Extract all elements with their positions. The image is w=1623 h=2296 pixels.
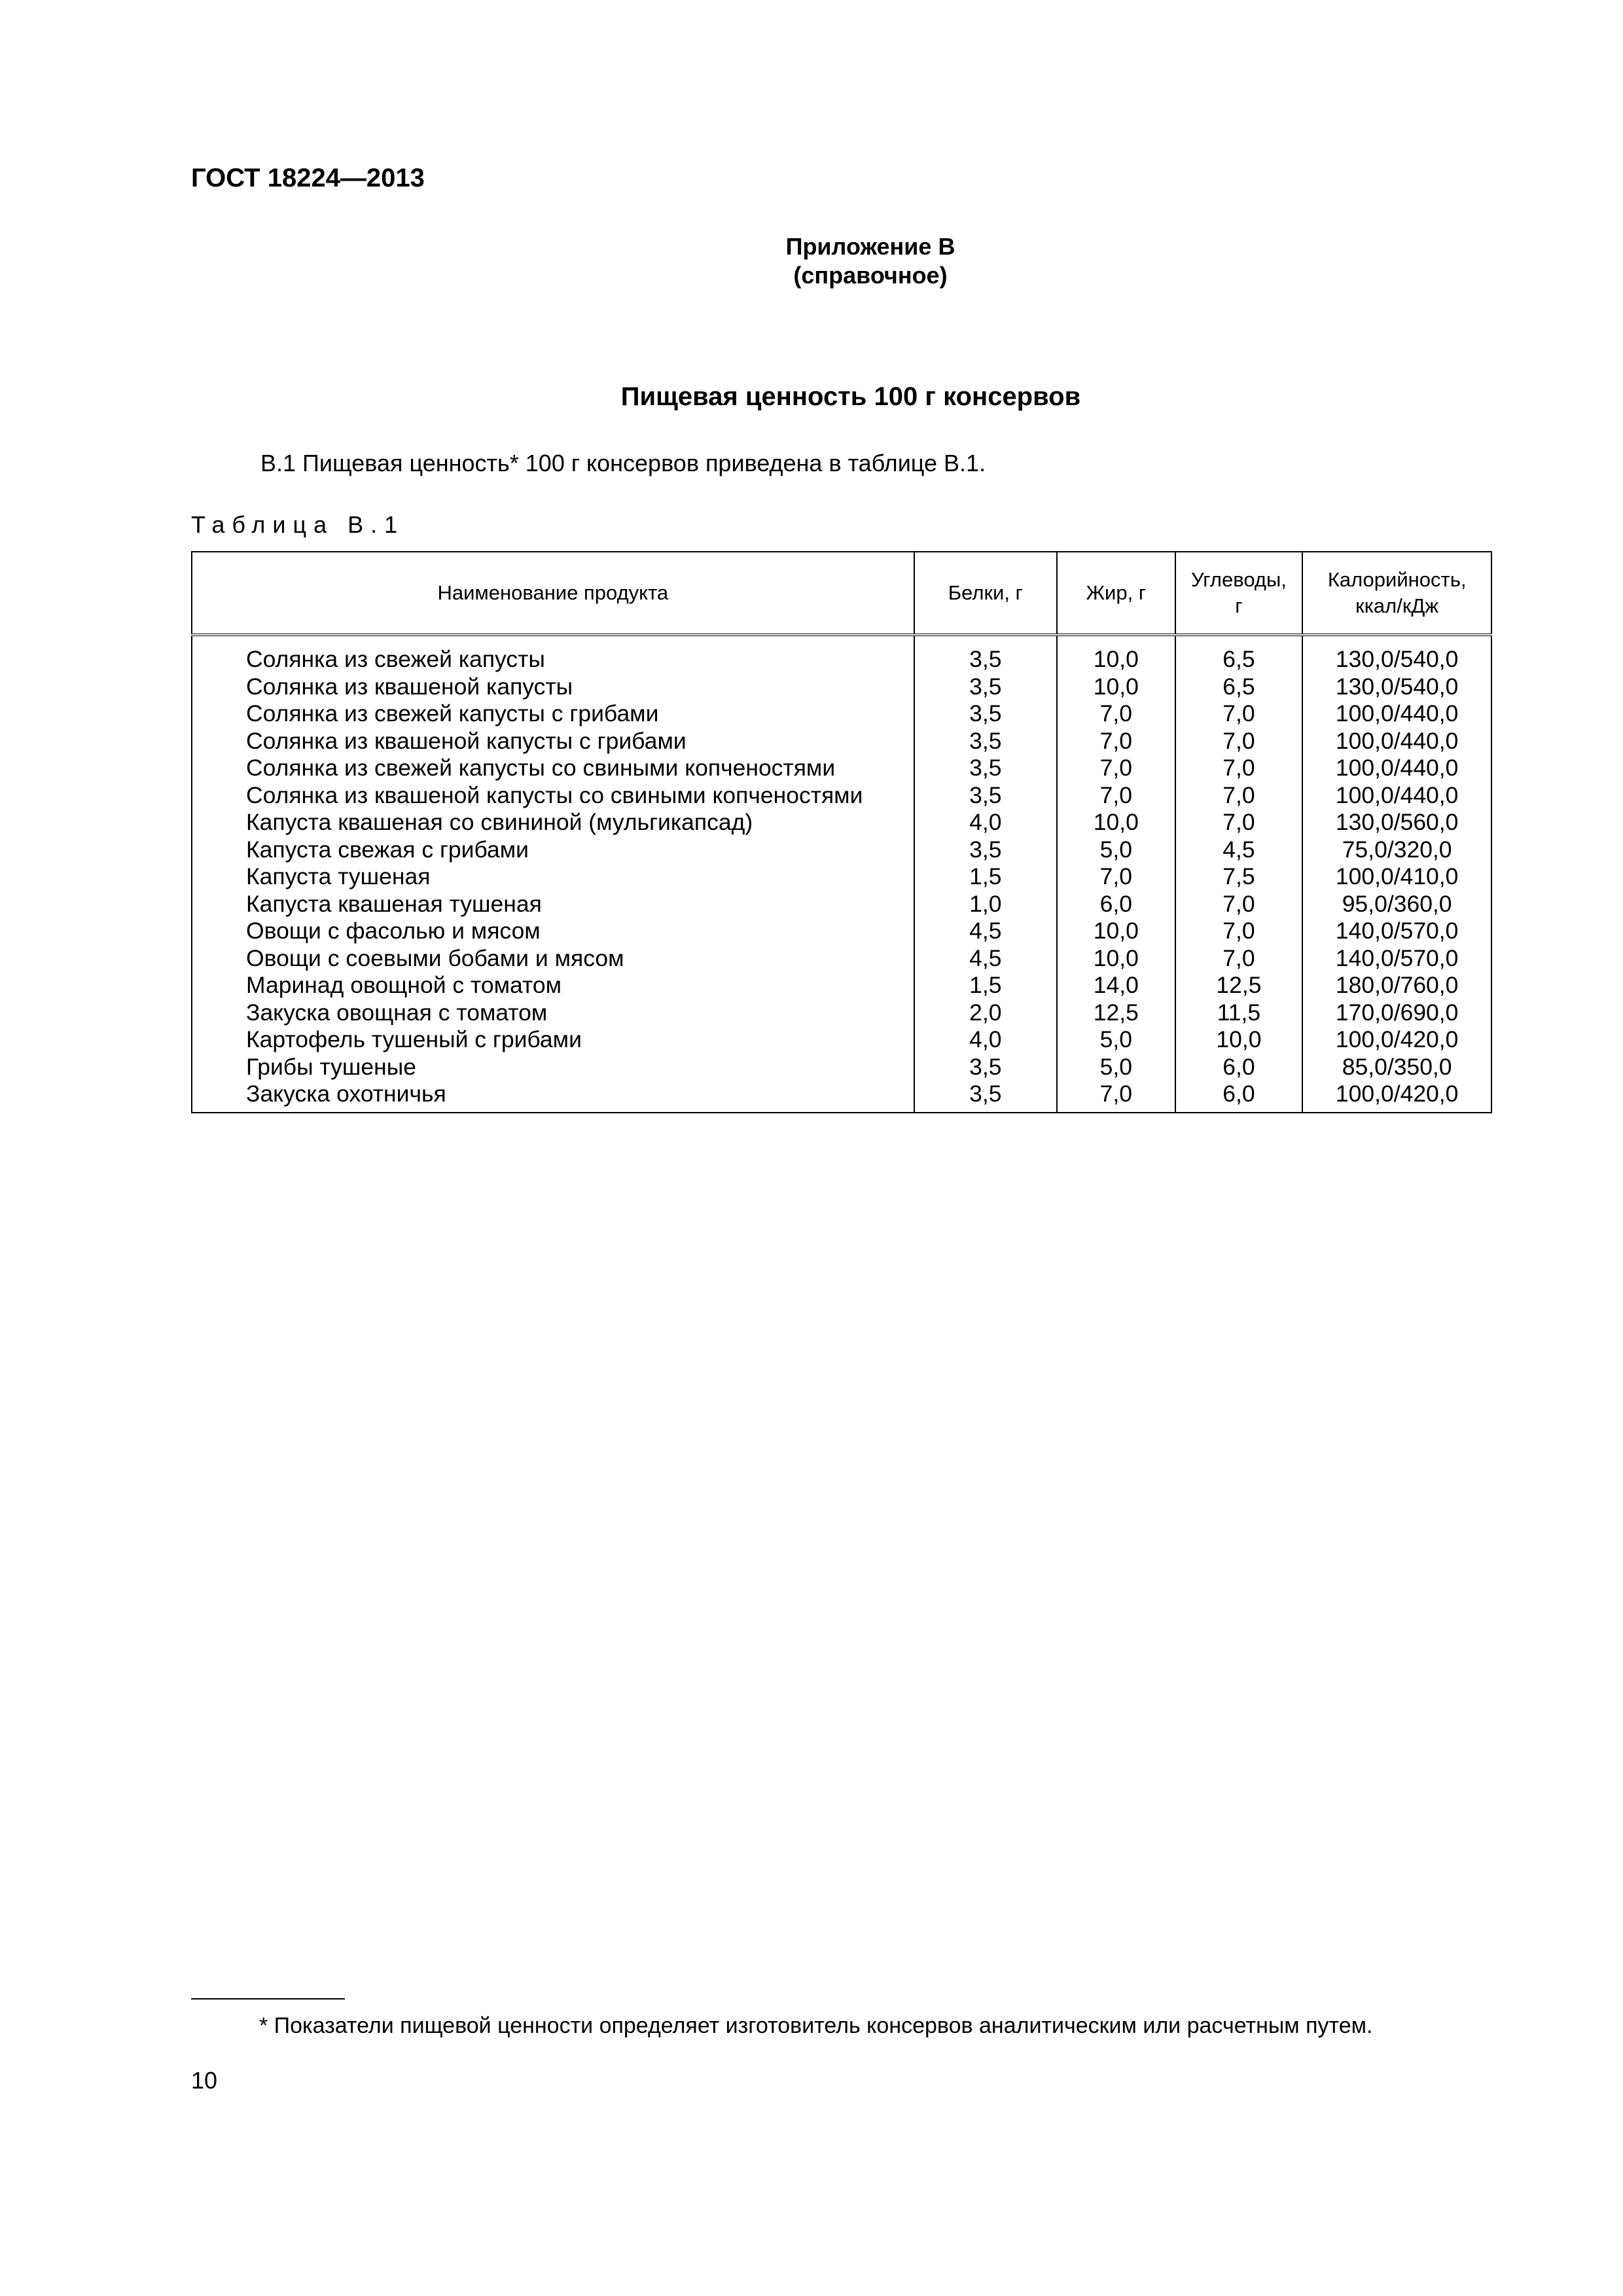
cell-carbohydrates: 7,0: [1175, 782, 1303, 810]
cell-carbohydrates: 6,0: [1175, 1054, 1303, 1081]
table-body: [192, 635, 1491, 1113]
cell-product-name: Капуста тушеная: [192, 863, 914, 891]
cell-carbohydrates: 7,0: [1175, 755, 1303, 782]
header-protein: Белки, г: [914, 552, 1057, 635]
table-row: [192, 728, 1491, 755]
cell-product-name: Солянка из квашеной капусты со свиными копченостями: [192, 782, 914, 810]
footnote-divider: [191, 1998, 345, 2000]
cell-protein: 3,5: [914, 755, 1057, 782]
cell-protein: 3,5: [914, 1054, 1057, 1081]
header-energy-line2: ккал/кДж: [1355, 594, 1439, 617]
cell-fat: 14,0: [1057, 972, 1175, 999]
standard-code: ГОСТ 18224—2013: [191, 164, 425, 192]
table-row: [192, 836, 1491, 864]
cell-product-name: Овощи с соевыми бобами и мясом: [192, 945, 914, 973]
cell-carbohydrates: 7,0: [1175, 728, 1303, 755]
table-row: [192, 891, 1491, 918]
cell-energy: 180,0/760,0: [1302, 972, 1491, 999]
cell-energy: 100,0/440,0: [1302, 782, 1491, 810]
cell-protein: 3,5: [914, 728, 1057, 755]
cell-carbohydrates: 10,0: [1175, 1026, 1303, 1054]
cell-carbohydrates: 6,0: [1175, 1081, 1303, 1113]
header-energy-line1: Калорийность,: [1327, 568, 1467, 591]
cell-fat: 10,0: [1057, 673, 1175, 701]
cell-fat: 5,0: [1057, 836, 1175, 864]
cell-product-name: Капуста свежая с грибами: [192, 836, 914, 864]
cell-protein: 3,5: [914, 700, 1057, 728]
table-row: [192, 809, 1491, 836]
cell-fat: 7,0: [1057, 755, 1175, 782]
cell-protein: 1,5: [914, 972, 1057, 999]
cell-product-name: Закуска охотничья: [192, 1081, 914, 1113]
table-row: [192, 999, 1491, 1027]
cell-protein: 3,5: [914, 782, 1057, 810]
cell-product-name: Закуска овощная с томатом: [192, 999, 914, 1027]
header-product-name: Наименование продукта: [192, 552, 914, 635]
cell-fat: 6,0: [1057, 891, 1175, 918]
cell-fat: 7,0: [1057, 782, 1175, 810]
table-row: [192, 945, 1491, 973]
cell-energy: 100,0/420,0: [1302, 1026, 1491, 1054]
header-carbohydrates-line1: Углеводы,: [1190, 568, 1287, 591]
table-row: [192, 700, 1491, 728]
cell-product-name: Грибы тушеные: [192, 1054, 914, 1081]
header-energy: [1302, 552, 1491, 635]
cell-carbohydrates: 7,0: [1175, 945, 1303, 973]
cell-carbohydrates: 6,5: [1175, 635, 1303, 673]
nutrition-table: [191, 551, 1492, 1113]
cell-fat: 10,0: [1057, 635, 1175, 673]
cell-product-name: Солянка из квашеной капусты с грибами: [192, 728, 914, 755]
cell-fat: 10,0: [1057, 945, 1175, 973]
header-carbohydrates: [1175, 552, 1303, 635]
table-header: [192, 552, 1491, 635]
header-carbohydrates-line2: г: [1235, 594, 1243, 617]
cell-carbohydrates: 7,0: [1175, 891, 1303, 918]
cell-protein: 2,0: [914, 999, 1057, 1027]
table-row: [192, 1026, 1491, 1054]
table-row: [192, 918, 1491, 945]
table-row: [192, 1054, 1491, 1081]
table-row: [192, 782, 1491, 810]
cell-protein: 1,0: [914, 891, 1057, 918]
cell-fat: 5,0: [1057, 1054, 1175, 1081]
cell-fat: 7,0: [1057, 728, 1175, 755]
cell-fat: 5,0: [1057, 1026, 1175, 1054]
cell-protein: 4,0: [914, 1026, 1057, 1054]
cell-carbohydrates: 7,0: [1175, 700, 1303, 728]
table-row: [192, 673, 1491, 701]
cell-product-name: Капуста квашеная тушеная: [192, 891, 914, 918]
cell-energy: 170,0/690,0: [1302, 999, 1491, 1027]
cell-protein: 4,5: [914, 918, 1057, 945]
cell-product-name: Солянка из свежей капусты: [192, 635, 914, 673]
cell-protein: 3,5: [914, 836, 1057, 864]
table-caption: Таблица В.1: [191, 511, 405, 538]
cell-fat: 7,0: [1057, 1081, 1175, 1113]
page-number: 10: [191, 2067, 218, 2094]
cell-product-name: Солянка из свежей капусты с грибами: [192, 700, 914, 728]
cell-protein: 4,5: [914, 945, 1057, 973]
table-row: [192, 755, 1491, 782]
cell-protein: 3,5: [914, 673, 1057, 701]
section-title: Пищевая ценность 100 г консервов: [620, 382, 1081, 411]
cell-energy: 140,0/570,0: [1302, 945, 1491, 973]
cell-protein: 4,0: [914, 809, 1057, 836]
table-row: [192, 1081, 1491, 1113]
annex-type: (справочное): [793, 262, 948, 289]
cell-protein: 1,5: [914, 863, 1057, 891]
table-row: [192, 635, 1491, 673]
cell-product-name: Маринад овощной с томатом: [192, 972, 914, 999]
cell-energy: 95,0/360,0: [1302, 891, 1491, 918]
clause-text: В.1 Пищевая ценность* 100 г консервов приведена в таблице В.1.: [260, 450, 986, 476]
cell-fat: 10,0: [1057, 809, 1175, 836]
cell-fat: 10,0: [1057, 918, 1175, 945]
header-row: [192, 552, 1491, 635]
cell-product-name: Картофель тушеный с грибами: [192, 1026, 914, 1054]
cell-carbohydrates: 7,0: [1175, 809, 1303, 836]
cell-carbohydrates: 4,5: [1175, 836, 1303, 864]
cell-product-name: Овощи с фасолью и мясом: [192, 918, 914, 945]
cell-energy: 100,0/440,0: [1302, 755, 1491, 782]
table-row: [192, 972, 1491, 999]
cell-carbohydrates: 7,5: [1175, 863, 1303, 891]
footnote: * Показатели пищевой ценности определяет изготовитель консервов аналитическим или расчетным путем.: [259, 2013, 1373, 2038]
header-fat: Жир, г: [1057, 552, 1175, 635]
cell-energy: 100,0/440,0: [1302, 728, 1491, 755]
table-row: [192, 863, 1491, 891]
cell-energy: 100,0/420,0: [1302, 1081, 1491, 1113]
cell-energy: 130,0/540,0: [1302, 635, 1491, 673]
cell-protein: 3,5: [914, 635, 1057, 673]
cell-carbohydrates: 7,0: [1175, 918, 1303, 945]
cell-carbohydrates: 11,5: [1175, 999, 1303, 1027]
cell-energy: 140,0/570,0: [1302, 918, 1491, 945]
cell-energy: 100,0/440,0: [1302, 700, 1491, 728]
cell-fat: 12,5: [1057, 999, 1175, 1027]
cell-energy: 130,0/560,0: [1302, 809, 1491, 836]
cell-energy: 130,0/540,0: [1302, 673, 1491, 701]
cell-fat: 7,0: [1057, 863, 1175, 891]
cell-energy: 85,0/350,0: [1302, 1054, 1491, 1081]
cell-carbohydrates: 12,5: [1175, 972, 1303, 999]
cell-protein: 3,5: [914, 1081, 1057, 1113]
cell-product-name: Капуста квашеная со свининой (мульгикапсад): [192, 809, 914, 836]
cell-product-name: Солянка из свежей капусты со свиными копченостями: [192, 755, 914, 782]
annex-title: Приложение В: [785, 233, 955, 260]
cell-carbohydrates: 6,5: [1175, 673, 1303, 701]
cell-energy: 100,0/410,0: [1302, 863, 1491, 891]
cell-fat: 7,0: [1057, 700, 1175, 728]
cell-energy: 75,0/320,0: [1302, 836, 1491, 864]
cell-product-name: Солянка из квашеной капусты: [192, 673, 914, 701]
